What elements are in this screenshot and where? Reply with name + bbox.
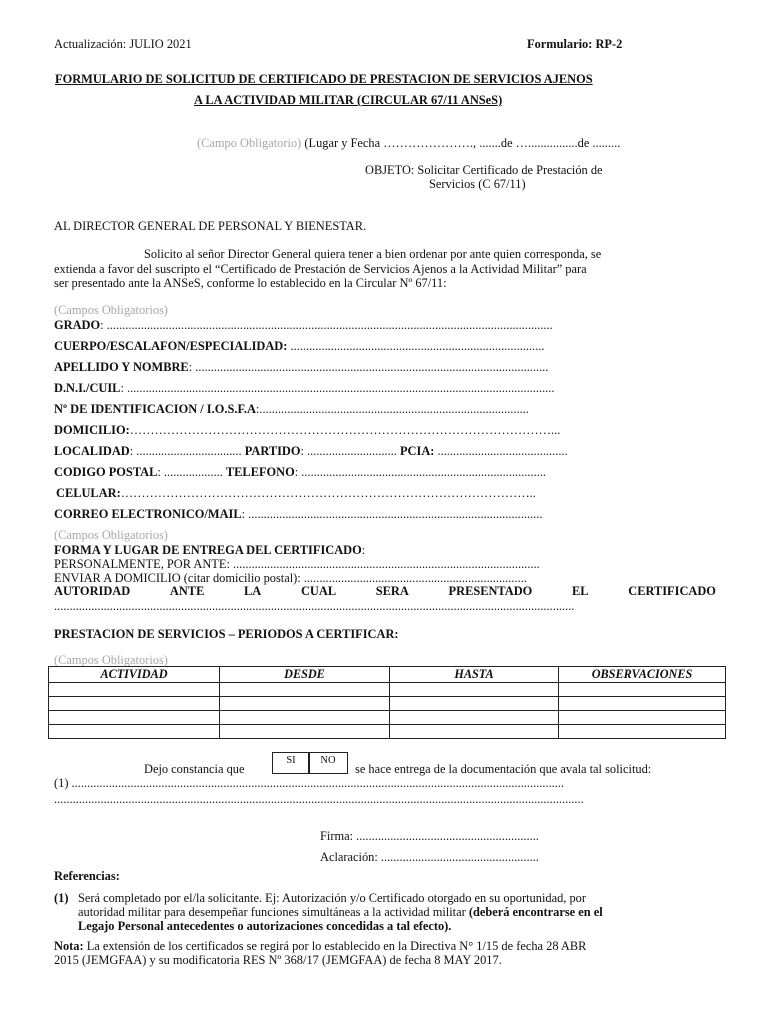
apellido-label: APELLIDO Y NOMBRE <box>54 360 189 374</box>
addressee: AL DIRECTOR GENERAL DE PERSONAL Y BIENESTAR. <box>54 219 367 233</box>
iosfa-label: Nº DE IDENTIFICACION / I.O.S.F.A <box>54 402 256 416</box>
objeto-line1: OBJETO: Solicitar Certificado de Prestación de <box>365 163 603 177</box>
nota-line2: 2015 (JEMGFAA) y su modificatoria RES Nº 368/17 (JEMGFAA) de fecha 8 MAY 2017. <box>54 953 502 967</box>
constancia-suffix: se hace entrega de la documentación que avala tal solicitud: <box>355 762 652 776</box>
table-cell[interactable] <box>390 697 559 711</box>
iosfa-field[interactable]: Nº DE IDENTIFICACION / I.O.S.F.A:....................................................................................... <box>54 402 529 416</box>
dni-field[interactable]: D.N.I./CUIL: .......................................................................................................................................... <box>54 381 555 395</box>
request-line2: extienda a favor del suscripto el “Certificado de Prestación de Servicios Ajenos a la Actividad Militar” para <box>54 262 587 276</box>
no-checkbox[interactable]: NO <box>308 752 348 774</box>
update-date: Actualización: JULIO 2021 <box>54 37 192 51</box>
table-cell[interactable] <box>559 711 726 725</box>
col-observaciones: OBSERVACIONES <box>559 667 726 683</box>
request-line1: Solicito al señor Director General quiera tener a bien ordenar por ante quien corresponda, se <box>144 247 602 261</box>
si-checkbox[interactable]: SI <box>272 752 310 774</box>
table-cell[interactable] <box>220 683 390 697</box>
aclaracion-field[interactable]: Aclaración: ................................................... <box>320 850 539 864</box>
correo-field[interactable]: CORREO ELECTRONICO/MAIL: ............................................................................................... <box>54 507 543 521</box>
form-title-line1: FORMULARIO DE SOLICITUD DE CERTIFICADO DE PRESTACION DE SERVICIOS AJENOS <box>55 72 593 86</box>
grado-field[interactable]: GRADO: ................................................................................................................................................ <box>54 318 553 332</box>
table-header-row <box>49 667 726 683</box>
personal-field[interactable]: PERSONALMENTE, POR ANTE: ................................................................................................... <box>54 557 540 571</box>
cuerpo-field[interactable]: CUERPO/ESCALAFON/ESPECIALIDAD: .................................................................................. <box>54 339 545 353</box>
autoridad-field[interactable]: ........................................................................................................................................................................ <box>54 599 575 613</box>
localidad-label: LOCALIDAD <box>54 444 130 458</box>
domicilio-label: DOMICILIO: <box>54 423 130 437</box>
autoridad-label: AUTORIDAD ANTE LA CUAL SERA PRESENTADO EL CERTIFICADO <box>54 584 716 598</box>
form-title-line2: A LA ACTIVIDAD MILITAR (CIRCULAR 67/11 ANSeS) <box>194 93 503 107</box>
reference-line3: Legajo Personal antecedentes o autorizaciones concedidas a tal efecto). <box>78 919 452 933</box>
required-note: (Campos Obligatorios) <box>54 303 168 317</box>
table-cell[interactable] <box>559 725 726 739</box>
col-hasta: HASTA <box>390 667 559 683</box>
codigo-postal-label: CODIGO POSTAL <box>54 465 158 479</box>
reference-number: (1) <box>54 891 69 905</box>
pcia-label: PCIA: <box>399 444 435 458</box>
table-cell[interactable] <box>559 683 726 697</box>
table-cell[interactable] <box>220 711 390 725</box>
place-date-field[interactable]: (Lugar y Fecha …………………., .......de …................de ......... <box>301 136 621 150</box>
services-table <box>48 666 726 739</box>
place-date-line <box>197 136 620 151</box>
grado-label: GRADO <box>54 318 101 332</box>
table-cell[interactable] <box>49 697 220 711</box>
partido-label: PARTIDO <box>244 444 301 458</box>
celular-label: CELULAR: <box>56 486 121 500</box>
col-desde: DESDE <box>220 667 390 683</box>
objeto-line2: Servicios (C 67/11) <box>429 177 526 191</box>
localidad-row[interactable]: LOCALIDAD: .................................. PARTIDO: ............................. PCIA: .......................................... <box>54 444 568 458</box>
table-cell[interactable] <box>49 683 220 697</box>
domicilio-envio-field[interactable]: ENVIAR A DOMICILIO (citar domicilio postal): ........................................................................ <box>54 571 527 585</box>
nota-line1: Nota: La extensión de los certificados se regirá por lo establecido en la Directiva N° 1/15 de fecha 28 ABR <box>54 939 587 953</box>
domicilio-field[interactable]: DOMICILIO:…………………………………………………………………………………………... <box>54 423 561 437</box>
required-note: (Campos Obligatorios) <box>54 653 168 667</box>
cuerpo-label: CUERPO/ESCALAFON/ESPECIALIDAD: <box>54 339 288 353</box>
documentacion-field[interactable]: (1) ............................................................................................................................................................... <box>54 776 565 790</box>
table-row <box>49 683 726 697</box>
documentacion-field-2[interactable]: ........................................................................................................................................................................... <box>54 792 584 806</box>
form-code: Formulario: RP-2 <box>527 37 623 51</box>
table-cell[interactable] <box>220 697 390 711</box>
required-note: (Campos Obligatorios) <box>54 528 168 542</box>
table-cell[interactable] <box>390 725 559 739</box>
constancia-prefix: Dejo constancia que <box>144 762 245 776</box>
request-line3: ser presentado ante la ANSeS, conforme lo establecido en la Circular Nº 67/11: <box>54 276 447 290</box>
table-cell[interactable] <box>559 697 726 711</box>
dni-label: D.N.I./CUIL <box>54 381 121 395</box>
services-heading: PRESTACION DE SERVICIOS – PERIODOS A CERTIFICAR: <box>54 627 399 641</box>
celular-field[interactable]: CELULAR:……………………………………………………………………………………….. <box>56 486 536 500</box>
nota-label: Nota: <box>54 939 84 953</box>
reference-line1: Será completado por el/la solicitante. Ej: Autorización y/o Certificado otorgado en su oportunidad, por <box>78 891 586 905</box>
apellido-field[interactable]: APELLIDO Y NOMBRE: .................................................................................................................. <box>54 360 549 374</box>
entrega-heading: FORMA Y LUGAR DE ENTREGA DEL CERTIFICADO: <box>54 543 366 557</box>
table-row <box>49 711 726 725</box>
required-note: (Campo Obligatorio) <box>197 136 302 150</box>
table-cell[interactable] <box>390 683 559 697</box>
table-cell[interactable] <box>49 725 220 739</box>
firma-field[interactable]: Firma: ........................................................... <box>320 829 539 843</box>
table-cell[interactable] <box>49 711 220 725</box>
table-row <box>49 697 726 711</box>
table-cell[interactable] <box>220 725 390 739</box>
col-actividad: ACTIVIDAD <box>49 667 220 683</box>
table-cell[interactable] <box>390 711 559 725</box>
codigo-telefono-row[interactable]: CODIGO POSTAL: ................... TELEFONO: ............................................................................... <box>54 465 547 479</box>
reference-line2: autoridad militar para desempeñar funciones simultáneas a la actividad militar (deberá encontrarse en el <box>78 905 603 919</box>
table-row <box>49 725 726 739</box>
correo-label: CORREO ELECTRONICO/MAIL <box>54 507 242 521</box>
telefono-label: TELEFONO <box>225 465 295 479</box>
references-heading: Referencias: <box>54 869 120 883</box>
